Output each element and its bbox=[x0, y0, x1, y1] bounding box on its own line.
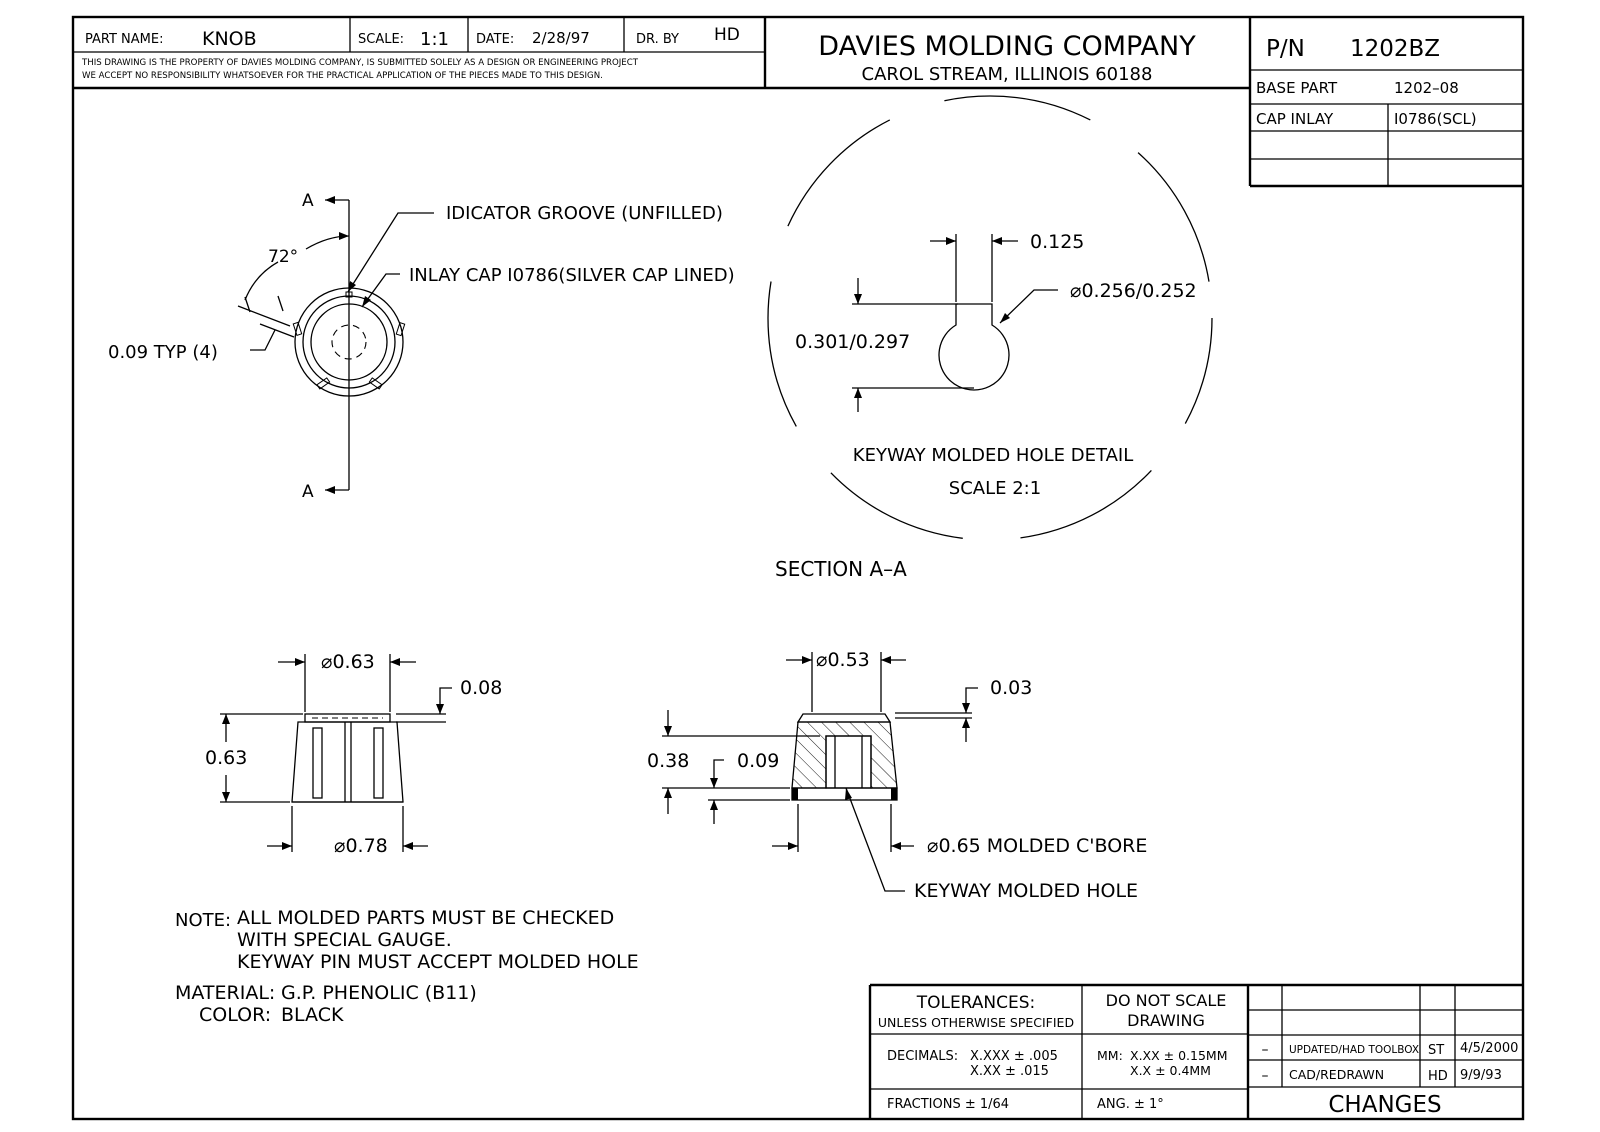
indicator-groove-label: IDICATOR GROOVE (UNFILLED) bbox=[446, 203, 723, 224]
part-name-label: PART NAME: bbox=[85, 32, 164, 47]
angle-tolerance: ANG. ± 1° bbox=[1097, 1097, 1164, 1112]
fractions-tolerance: FRACTIONS ± 1/64 bbox=[887, 1097, 1010, 1112]
cap-inlay-value: I0786(SCL) bbox=[1394, 110, 1477, 128]
note-line-1: ALL MOLDED PARTS MUST BE CHECKED bbox=[237, 907, 615, 929]
change-1-by: ST bbox=[1428, 1043, 1445, 1058]
date-value: 2/28/97 bbox=[532, 29, 590, 47]
side-top-diameter: ⌀0.63 bbox=[321, 651, 375, 673]
pn-label: P/N bbox=[1266, 36, 1305, 62]
angle-72: 72° bbox=[268, 247, 299, 267]
mm-x: X.X ± 0.4MM bbox=[1130, 1063, 1211, 1078]
base-part-value: 1202–08 bbox=[1394, 79, 1459, 97]
do-not-scale-1: DO NOT SCALE bbox=[1105, 991, 1227, 1010]
cap-inlay-label: CAP INLAY bbox=[1256, 110, 1334, 128]
drawn-by-label: DR. BY bbox=[636, 32, 679, 47]
typ-dimension: 0.09 TYP (4) bbox=[108, 342, 218, 363]
decimals-xxx: X.XXX ± .005 bbox=[970, 1049, 1058, 1064]
hole-diameter-dim: ⌀0.256/0.252 bbox=[1070, 280, 1197, 302]
section-depth: 0.38 bbox=[647, 750, 690, 772]
change-2-desc: CAD/REDRAWN bbox=[1289, 1067, 1385, 1082]
date-label: DATE: bbox=[476, 32, 515, 47]
changes-title: CHANGES bbox=[1328, 1092, 1442, 1118]
part-number-block bbox=[1256, 36, 1477, 128]
section-view bbox=[647, 649, 1147, 902]
scale-value: 1:1 bbox=[420, 29, 449, 50]
keyway-height-dim: 0.301/0.297 bbox=[795, 331, 911, 353]
keyway-hole-label: KEYWAY MOLDED HOLE bbox=[914, 880, 1139, 902]
keyway-detail bbox=[768, 96, 1212, 581]
change-2-mark: – bbox=[1261, 1068, 1269, 1084]
material-value: G.P. PHENOLIC (B11) bbox=[281, 982, 477, 1004]
section-hatched-body bbox=[792, 722, 897, 788]
detail-boundary-circle bbox=[768, 96, 1212, 540]
section-label: SECTION A–A bbox=[775, 557, 907, 581]
detail-scale: SCALE 2:1 bbox=[948, 478, 1042, 499]
mm-label: MM: bbox=[1097, 1048, 1123, 1063]
tolerances-title: TOLERANCES: bbox=[916, 993, 1036, 1013]
change-2-date: 9/9/93 bbox=[1460, 1068, 1502, 1083]
disclaimer-line-2: WE ACCEPT NO RESPONSIBILITY WHATSOEVER FOR THE PRACTICAL APPLICATION OF THE PIECES MADE TO THIS DESIGN. bbox=[82, 71, 603, 81]
disclaimer-line-1: THIS DRAWING IS THE PROPERTY OF DAVIES MOLDING COMPANY, IS SUBMITTED SOLELY AS A DESIGN OR ENGINEERING PROJECT bbox=[82, 58, 638, 68]
side-body bbox=[292, 722, 403, 802]
do-not-scale-2: DRAWING bbox=[1127, 1011, 1205, 1030]
change-2-by: HD bbox=[1428, 1069, 1448, 1084]
drawn-by-value: HD bbox=[714, 25, 740, 45]
side-cap-thickness: 0.08 bbox=[460, 677, 503, 699]
section-mark-top: A bbox=[302, 191, 314, 211]
decimals-label: DECIMALS: bbox=[887, 1049, 959, 1064]
part-name-value: KNOB bbox=[202, 28, 257, 50]
cbore-label: ⌀0.65 MOLDED C'BORE bbox=[927, 835, 1148, 857]
changes-block bbox=[1248, 985, 1523, 1118]
base-part-label: BASE PART bbox=[1256, 79, 1338, 97]
keyhole-profile bbox=[939, 304, 1009, 390]
note-label: NOTE: bbox=[175, 910, 232, 931]
color-value: BLACK bbox=[281, 1004, 344, 1026]
decimals-xx: X.XX ± .015 bbox=[970, 1064, 1049, 1079]
side-bottom-diameter: ⌀0.78 bbox=[334, 835, 388, 857]
change-1-date: 4/5/2000 bbox=[1460, 1041, 1519, 1056]
company-address: CAROL STREAM, ILLINOIS 60188 bbox=[861, 64, 1153, 85]
company-name: DAVIES MOLDING COMPANY bbox=[818, 31, 1196, 62]
section-mark-bottom: A bbox=[302, 482, 314, 502]
inlay-cap-label: INLAY CAP I0786(SILVER CAP LINED) bbox=[409, 265, 735, 286]
tolerances-subtitle: UNLESS OTHERWISE SPECIFIED bbox=[877, 1015, 1075, 1030]
side-height: 0.63 bbox=[205, 747, 248, 769]
note-line-3: KEYWAY PIN MUST ACCEPT MOLDED HOLE bbox=[237, 951, 639, 973]
section-top-diameter: ⌀0.53 bbox=[816, 649, 870, 671]
note-line-2: WITH SPECIAL GAUGE. bbox=[237, 929, 452, 951]
side-view bbox=[205, 651, 502, 857]
pn-value: 1202BZ bbox=[1350, 36, 1441, 62]
title-block bbox=[73, 17, 1523, 186]
notes bbox=[175, 907, 639, 1026]
scale-label: SCALE: bbox=[358, 32, 405, 47]
top-view bbox=[108, 191, 735, 502]
mm-xx: X.XX ± 0.15MM bbox=[1130, 1048, 1228, 1063]
detail-title: KEYWAY MOLDED HOLE DETAIL bbox=[852, 445, 1134, 466]
keyway-width-dim: 0.125 bbox=[1030, 231, 1085, 253]
section-cbore-depth: 0.09 bbox=[737, 750, 780, 772]
section-top-thickness: 0.03 bbox=[990, 677, 1033, 699]
material-label: MATERIAL: bbox=[175, 982, 276, 1004]
change-1-mark: – bbox=[1261, 1042, 1269, 1058]
change-1-desc: UPDATED/HAD TOOLBOX bbox=[1289, 1044, 1420, 1056]
color-label: COLOR: bbox=[199, 1004, 272, 1026]
